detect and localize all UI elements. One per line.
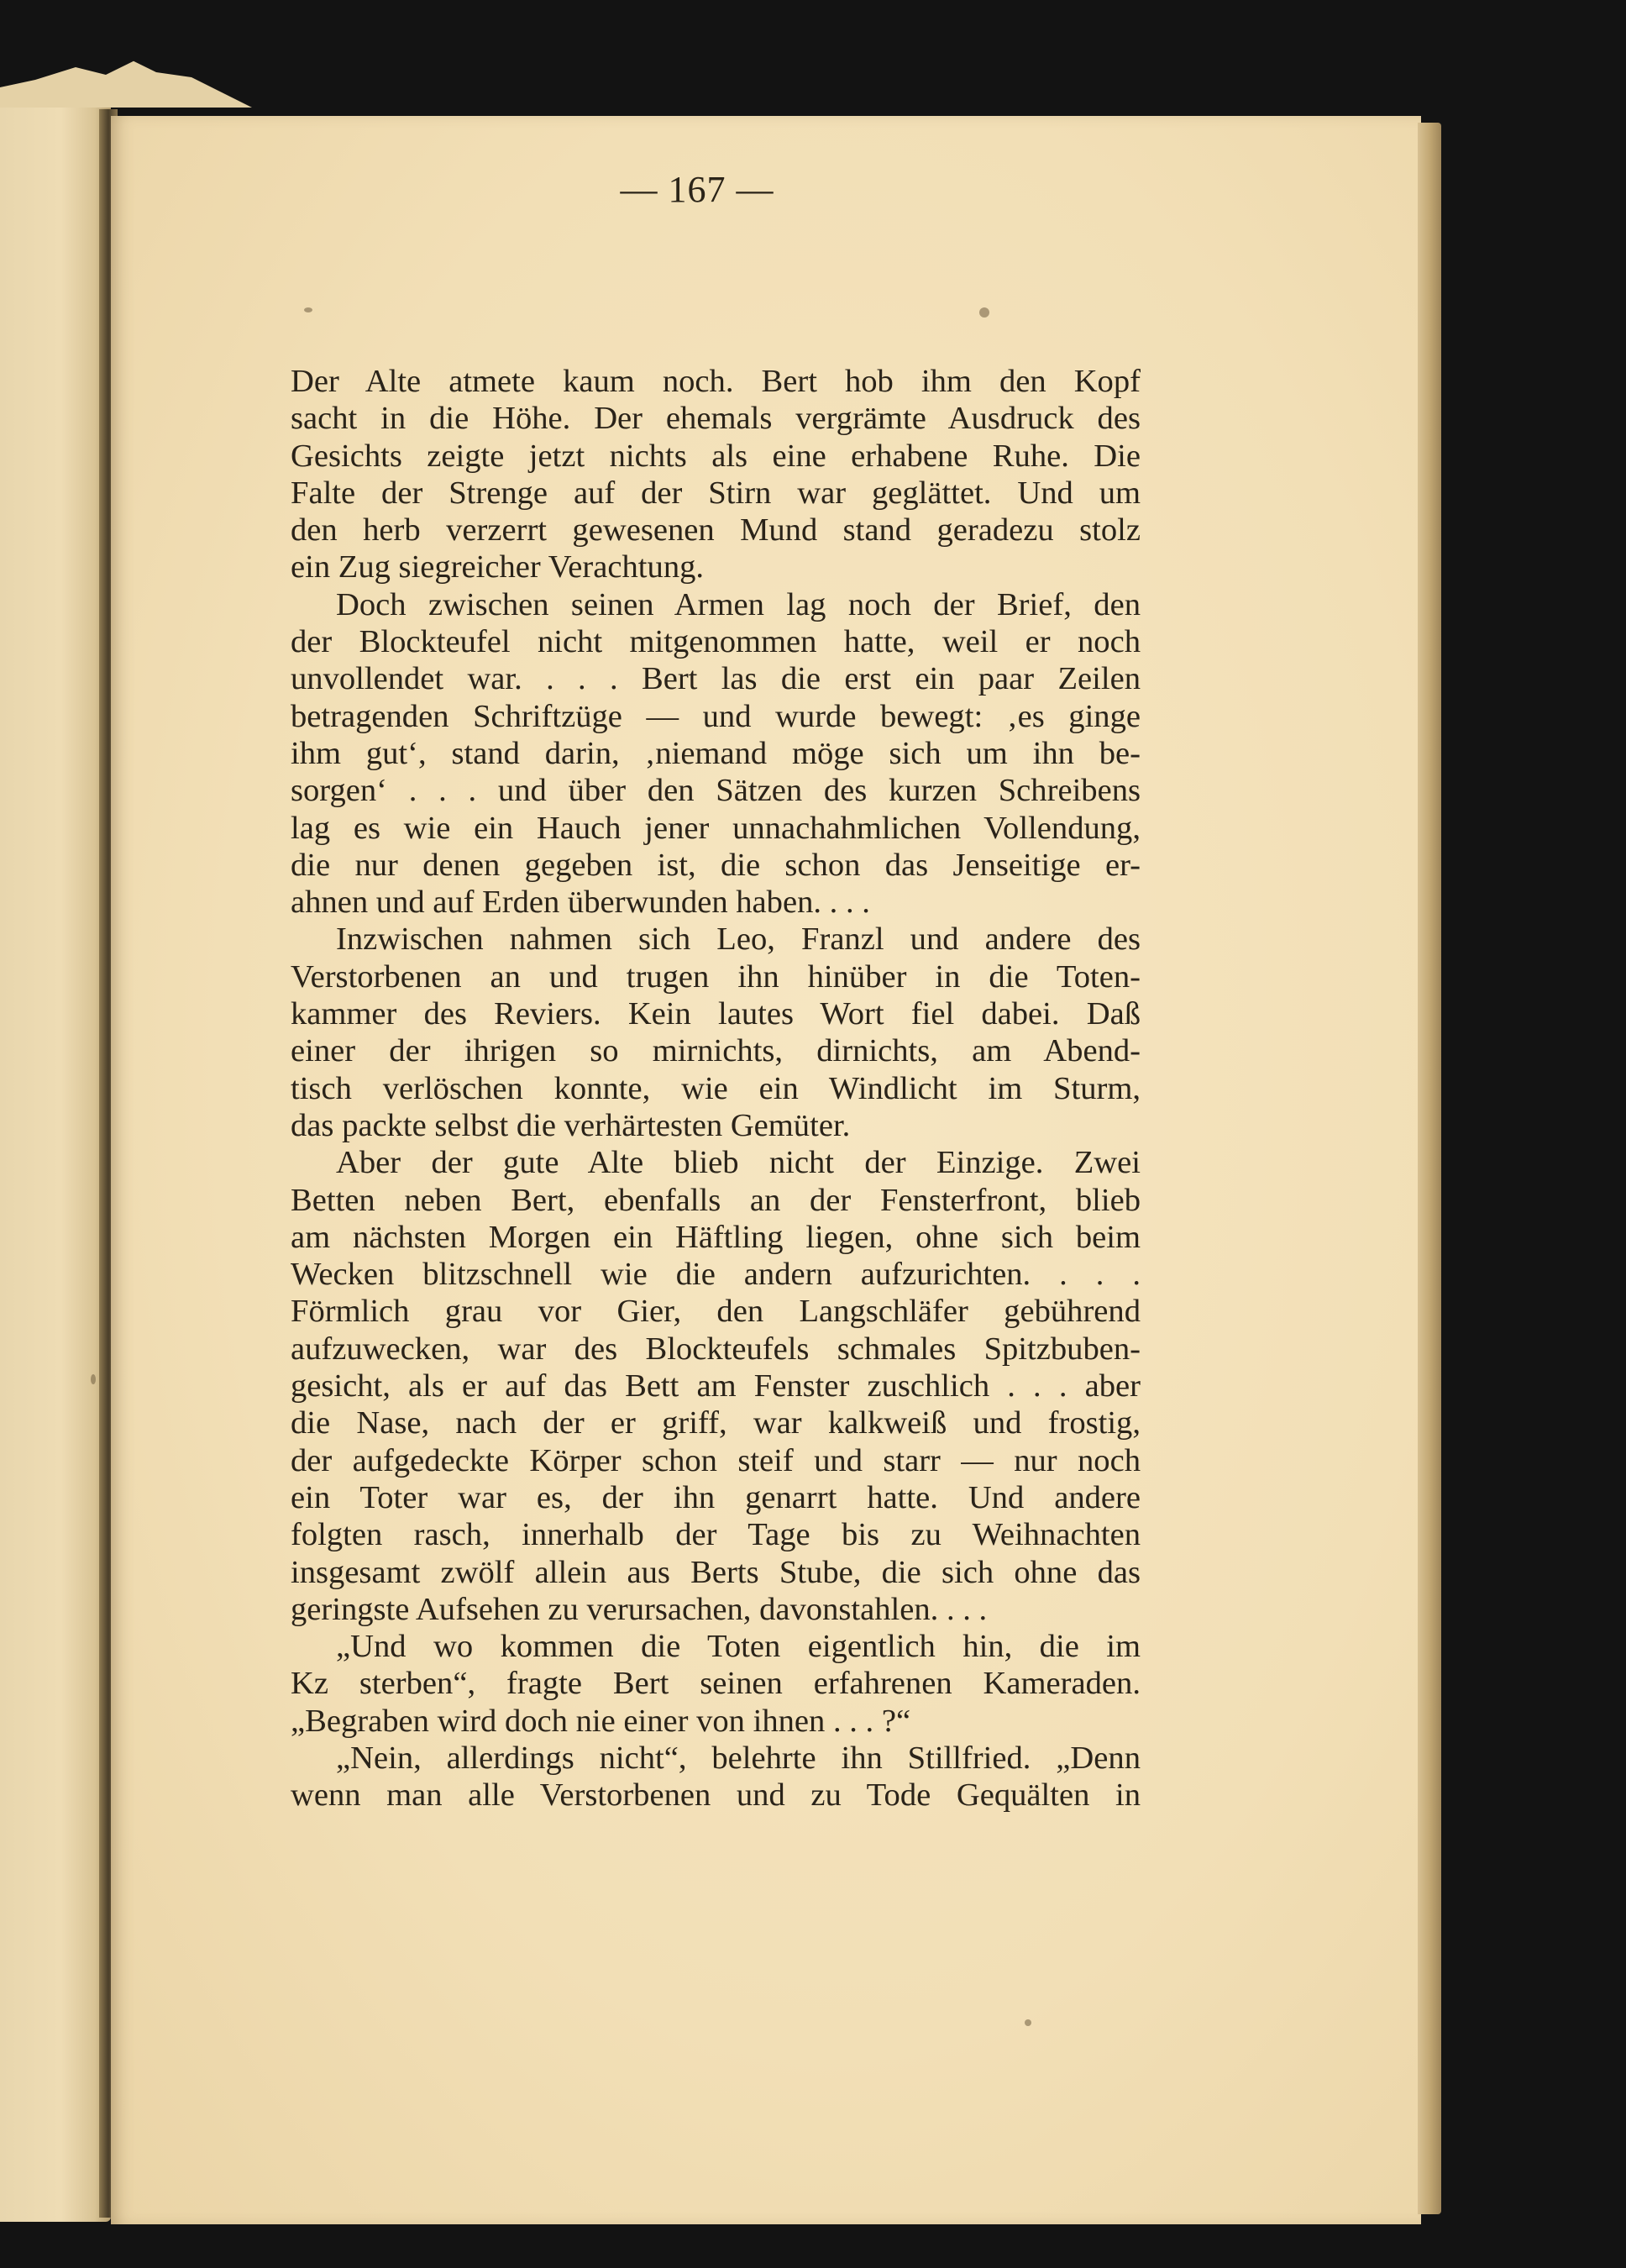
text-line: Gesichts zeigte jetzt nichts als eine erhabene Ruhe. Die: [291, 438, 1141, 474]
text-line: Betten neben Bert, ebenfalls an der Fensterfront, blieb: [291, 1182, 1141, 1218]
body-text: [291, 363, 1141, 1814]
text-line: insgesamt zwölf allein aus Berts Stube, die sich ohne das: [291, 1554, 1141, 1590]
text-line: betragenden Schriftzüge — und wurde bewegt: ‚es ginge: [291, 698, 1141, 734]
paragraph: [291, 1628, 1141, 1740]
text-line: aufzuwecken, war des Blockteufels schmales Spitzbuben-: [291, 1331, 1141, 1367]
text-line: Inzwischen nahmen sich Leo, Franzl und andere des: [336, 921, 1141, 958]
text-line: Kz sterben“, fragte Bert seinen erfahrenen Kameraden.: [291, 1666, 1141, 1702]
text-line: am nächsten Morgen ein Häftling liegen, ohne sich beim: [291, 1219, 1141, 1255]
paper-speck: [1025, 2019, 1031, 2026]
text-line: ihm gut‘, stand darin, ‚niemand möge sich um ihn be-: [291, 735, 1141, 771]
page-edge: [1418, 123, 1441, 2214]
torn-page-corner: [0, 57, 252, 108]
text-line: Aber der gute Alte blieb nicht der Einzige. Zwei: [336, 1145, 1141, 1181]
paper-speck: [979, 307, 989, 318]
page-number: — 167 —: [620, 169, 774, 210]
paragraph: [291, 1144, 1141, 1628]
text-line: die nur denen gegeben ist, die schon das Jenseitige er-: [291, 847, 1141, 883]
paragraph: [291, 586, 1141, 921]
text-line: Falte der Strenge auf der Stirn war geglättet. Und um: [291, 475, 1141, 511]
text-line: tisch verlöschen konnte, wie ein Windlicht im Sturm,: [291, 1070, 1141, 1106]
paragraph: [291, 1740, 1141, 1814]
text-line: „Und wo kommen die Toten eigentlich hin, die im: [336, 1629, 1141, 1665]
text-line: der aufgedeckte Körper schon steif und starr — nur noch: [291, 1442, 1141, 1478]
text-line: wenn man alle Verstorbenen und zu Tode Gequälten in: [291, 1777, 1141, 1814]
text-line: folgten rasch, innerhalb der Tage bis zu Weihnachten: [291, 1517, 1141, 1553]
paragraph: [291, 363, 1141, 586]
text-line: einer der ihrigen so mirnichts, dirnichts, am Abend-: [291, 1033, 1141, 1069]
text-line: ein Toter war es, der ihn genarrt hatte. Und andere: [291, 1479, 1141, 1515]
text-line: sorgen‘ . . . und über den Sätzen des kurzen Schreibens: [291, 773, 1141, 809]
text-line: das packte selbst die verhärtesten Gemüter.: [291, 1107, 851, 1143]
paragraph: [291, 921, 1141, 1144]
text-line: geringste Aufsehen zu verursachen, davonstahlen. . . .: [291, 1591, 988, 1627]
text-line: unvollendet war. . . . Bert las die erst ein paar Zeilen: [291, 661, 1141, 697]
text-line: Verstorbenen an und trugen ihn hinüber in die Toten-: [291, 958, 1141, 995]
text-line: „Begraben wird doch nie einer von ihnen . . . ?“: [291, 1703, 911, 1739]
text-line: die Nase, nach der er griff, war kalkweiß und frostig,: [291, 1405, 1141, 1441]
text-line: den herb verzerrt gewesenen Mund stand geradezu stolz: [291, 512, 1141, 549]
text-line: Doch zwischen seinen Armen lag noch der Brief, den: [336, 586, 1141, 622]
text-line: kammer des Reviers. Kein lautes Wort fiel dabei. Daß: [291, 996, 1141, 1032]
text-line: Der Alte atmete kaum noch. Bert hob ihm den Kopf: [291, 364, 1141, 399]
text-line: sacht in die Höhe. Der ehemals vergrämte Ausdruck des: [291, 401, 1141, 437]
text-line: lag es wie ein Hauch jener unnachahmlichen Vollendung,: [291, 810, 1141, 846]
paper-speck: [91, 1374, 96, 1384]
text-line: Förmlich grau vor Gier, den Langschläfer gebührend: [291, 1294, 1141, 1330]
text-line: gesicht, als er auf das Bett am Fenster zuschlich . . . aber: [291, 1368, 1141, 1404]
paper-speck: [304, 307, 312, 312]
text-line: ein Zug siegreicher Verachtung.: [291, 549, 705, 585]
text-line: „Nein, allerdings nicht“, belehrte ihn Stillfried. „Denn: [336, 1740, 1141, 1776]
left-facing-page: [0, 92, 111, 2222]
text-line: der Blockteufel nicht mitgenommen hatte, weil er noch: [291, 624, 1141, 660]
text-line: ahnen und auf Erden überwunden haben. . . .: [291, 885, 870, 921]
text-line: Wecken blitzschnell wie die andern aufzurichten. . . .: [291, 1257, 1141, 1293]
